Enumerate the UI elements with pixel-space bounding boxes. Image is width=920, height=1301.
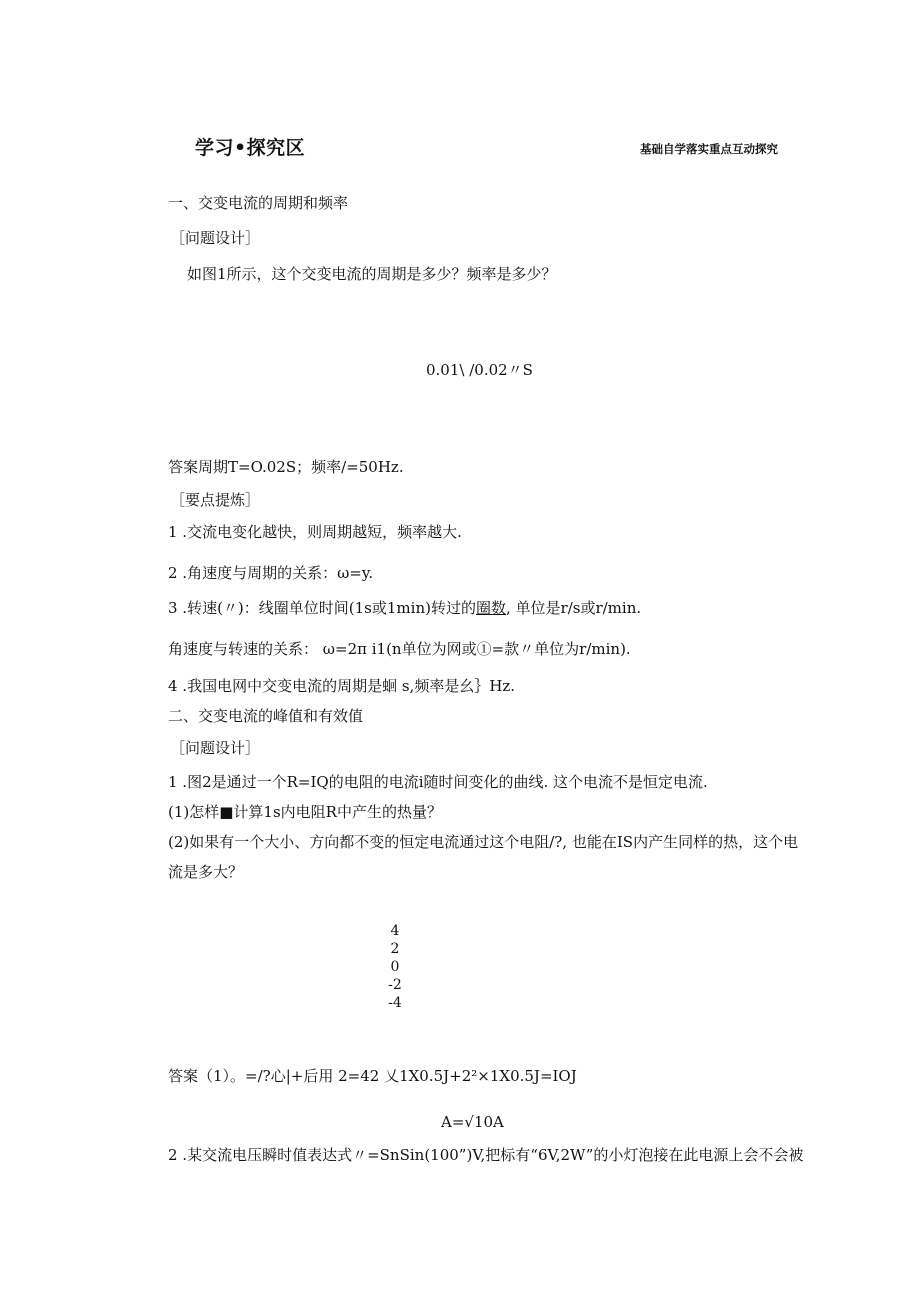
figure1-axis-labels: 0.01\ /0.02〃S bbox=[426, 361, 533, 379]
problem-design-tag: ［问题设计］ bbox=[170, 229, 261, 247]
point-3-text: 3 .转速(〃)：线圈单位时间(1s或1min)转过的 bbox=[168, 599, 476, 617]
point-2: 2 .角速度与周期的关系：ω=y. bbox=[168, 564, 374, 582]
heading-period-frequency: 一、交变电流的周期和频率 bbox=[168, 194, 349, 212]
question-1b: (2)如果有一个大小、方向都不变的恒定电流通过这个电阻/?, 也能在IS内产生同样的热，这个电 bbox=[168, 833, 799, 851]
point-3 bbox=[168, 598, 641, 618]
figure2-axis-ticks bbox=[380, 922, 410, 1012]
problem-design-tag-2: ［问题设计］ bbox=[170, 739, 261, 757]
question-1: 1 .图2是通过一个R=IQ的电阻的电流i随时间变化的曲线. 这个电流不是恒定电流. bbox=[168, 773, 708, 791]
answer-period: 答案周期T=O.02S；频率/=50Hz. bbox=[168, 458, 404, 476]
point-1: 1 .交流电变化越快，则周期越短，频率越大. bbox=[168, 523, 462, 541]
question-figure1: 如图1所示，这个交变电流的周期是多少？频率是多少？ bbox=[187, 265, 557, 283]
underlined-term: 圈数 bbox=[475, 599, 506, 617]
point-3-tail: , 单位是r/s或r/min. bbox=[505, 599, 642, 617]
question-2: 2 .某交流电压瞬时值表达式〃=SnSin(100”)V,把标有“6V,2W”的小灯泡接在此电源上会不会被 bbox=[168, 1146, 804, 1164]
key-points-tag: ［要点提炼］ bbox=[170, 491, 261, 509]
tick-label: 0 bbox=[390, 959, 400, 975]
tick-label: 4 bbox=[390, 923, 400, 939]
question-1b-continued: 流是多大？ bbox=[168, 863, 244, 881]
question-1a: (1)怎样■计算1s内电阻R中产生的热量？ bbox=[168, 803, 442, 821]
section-subtitle: 基础自学落实重点互动探究 bbox=[640, 142, 778, 156]
heading-peak-effective: 二、交变电流的峰值和有效值 bbox=[168, 707, 364, 725]
tick-label: -4 bbox=[388, 995, 402, 1011]
tick-label: -2 bbox=[388, 977, 402, 993]
answer-current-formula: A=√10A bbox=[441, 1113, 504, 1131]
point-4: 4 .我国电网中交变电流的周期是蛔 s,频率是幺｝Hz. bbox=[168, 677, 516, 695]
answer-heat: 答案（1）。=/?心|+后用 2=42 乂1X0.5J+2²×1X0.5J=IOJ bbox=[168, 1067, 577, 1085]
section-title: 学习•探究区 bbox=[195, 137, 306, 159]
angular-speed-relation: 角速度与转速的关系： ω=2π i1(n单位为网或①=款〃单位为r/min). bbox=[168, 640, 631, 658]
tick-label: 2 bbox=[390, 941, 400, 957]
